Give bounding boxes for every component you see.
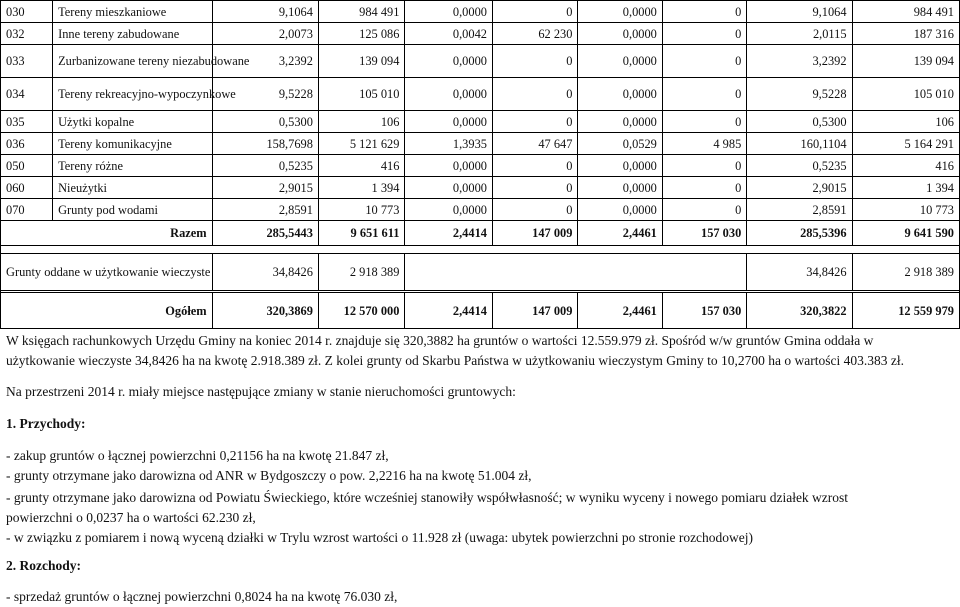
- table-row: [1, 78, 960, 111]
- value-cell: 2,8591: [747, 199, 852, 221]
- value-cell: 0,0000: [405, 78, 493, 111]
- value-cell: 1 394: [852, 177, 959, 199]
- value-cell: 106: [852, 111, 959, 133]
- name-cell: Grunty pod wodami: [53, 199, 212, 221]
- value-cell: 0: [492, 78, 577, 111]
- value-cell: 0: [662, 78, 746, 111]
- ogolem-cell: 157 030: [662, 293, 746, 329]
- razem-cell: 9 641 590: [852, 221, 959, 246]
- value-cell: 0: [492, 111, 577, 133]
- code-cell: 035: [1, 111, 53, 133]
- value-cell: 0: [662, 155, 746, 177]
- value-cell: 0: [492, 1, 577, 23]
- value-cell: 9,1064: [212, 1, 318, 23]
- value-cell: 0,0000: [578, 23, 662, 45]
- name-cell: Tereny rekreacyjno-wypoczynkowe: [53, 78, 212, 111]
- bullet-darowizna-anr: - grunty otrzymane jako darowizna od ANR w Bydgoszczy o pow. 2,2216 ha na kwotę 51.004 zł,: [6, 468, 532, 483]
- bullet-sprzedaz: - sprzedaż gruntów o łącznej powierzchni 0,8024 ha na kwotę 76.030 zł,: [6, 589, 398, 604]
- value-cell: 105 010: [852, 78, 959, 111]
- value-cell: 0: [492, 45, 577, 78]
- value-cell: 0: [662, 23, 746, 45]
- value-cell: 0: [662, 45, 746, 78]
- spacer-row: [1, 246, 960, 254]
- value-cell: 47 647: [492, 133, 577, 155]
- razem-cell: 285,5443: [212, 221, 318, 246]
- name-cell: Inne tereny zabudowane: [53, 23, 212, 45]
- code-cell: 034: [1, 78, 53, 111]
- value-cell: 5 121 629: [318, 133, 405, 155]
- value-cell: 0: [662, 1, 746, 23]
- value-cell: 0,0000: [578, 199, 662, 221]
- name-cell: Tereny komunikacyjne: [53, 133, 212, 155]
- code-cell: 036: [1, 133, 53, 155]
- wieczyste-row: [1, 254, 960, 291]
- ogolem-cell: 2,4461: [578, 293, 662, 329]
- value-cell: 10 773: [318, 199, 405, 221]
- code-cell: 070: [1, 199, 53, 221]
- table-row: [1, 199, 960, 221]
- value-cell: 984 491: [852, 1, 959, 23]
- value-cell: 0: [492, 155, 577, 177]
- ogolem-cell: 12 570 000: [318, 293, 405, 329]
- value-cell: 5 164 291: [852, 133, 959, 155]
- value-cell: 139 094: [852, 45, 959, 78]
- value-cell: 4 985: [662, 133, 746, 155]
- value-cell: 139 094: [318, 45, 405, 78]
- heading-rozchody: 2. Rozchody:: [6, 558, 81, 573]
- paragraph-zmiany: Na przestrzeni 2014 r. miały miejsce następujące zmiany w stanie nieruchomości gruntowych:: [6, 384, 516, 399]
- code-cell: 030: [1, 1, 53, 23]
- empty-cell: [405, 254, 747, 291]
- ogolem-row: [1, 293, 960, 329]
- code-cell: 033: [1, 45, 53, 78]
- value-cell: 2,9015: [747, 177, 852, 199]
- wieczyste-cell: 2 918 389: [318, 254, 405, 291]
- value-cell: 0: [662, 111, 746, 133]
- name-cell: Nieużytki: [53, 177, 212, 199]
- paragraph-ksiegi-line1: W księgach rachunkowych Urzędu Gminy na koniec 2014 r. znajduje się 320,3882 ha gruntów o wartości 12.559.979 zł. Spośród w/w gruntów Gmina oddała w: [6, 333, 874, 348]
- value-cell: 2,9015: [212, 177, 318, 199]
- value-cell: 0,0000: [578, 1, 662, 23]
- razem-cell: 285,5396: [747, 221, 852, 246]
- value-cell: 106: [318, 111, 405, 133]
- value-cell: 2,0073: [212, 23, 318, 45]
- value-cell: 0,0000: [578, 155, 662, 177]
- value-cell: 62 230: [492, 23, 577, 45]
- bullet-darowizna-powiat-line2: powierzchni o 0,0237 ha o wartości 62.230 zł,: [6, 510, 256, 525]
- value-cell: 3,2392: [747, 45, 852, 78]
- value-cell: 0,0000: [405, 45, 493, 78]
- value-cell: 2,8591: [212, 199, 318, 221]
- wieczyste-label: Grunty oddane w użytkowanie wieczyste: [1, 254, 213, 291]
- code-cell: 060: [1, 177, 53, 199]
- wieczyste-cell: 34,8426: [212, 254, 318, 291]
- value-cell: 416: [852, 155, 959, 177]
- heading-przychody: 1. Przychody:: [6, 416, 86, 431]
- ogolem-label: Ogółem: [1, 293, 213, 329]
- value-cell: 1 394: [318, 177, 405, 199]
- value-cell: 0: [492, 177, 577, 199]
- value-cell: 0: [662, 177, 746, 199]
- ogolem-cell: 2,4414: [405, 293, 493, 329]
- ogolem-cell: 320,3869: [212, 293, 318, 329]
- value-cell: 0,0000: [405, 111, 493, 133]
- value-cell: 125 086: [318, 23, 405, 45]
- bullet-zakup: - zakup gruntów o łącznej powierzchni 0,21156 ha na kwotę 21.847 zł,: [6, 448, 389, 463]
- value-cell: 0,5235: [212, 155, 318, 177]
- razem-label: Razem: [1, 221, 213, 246]
- bullet-tryl: - w związku z pomiarem i nową wyceną działki w Trylu wzrost wartości o 11.928 zł (uwaga: ubytek powierzchni po stronie rozchodowej): [6, 530, 754, 545]
- ogolem-cell: 12 559 979: [852, 293, 959, 329]
- table-row: [1, 45, 960, 78]
- value-cell: 0,0000: [405, 177, 493, 199]
- value-cell: 0,0000: [405, 199, 493, 221]
- value-cell: 0,0000: [578, 177, 662, 199]
- razem-cell: 147 009: [492, 221, 577, 246]
- value-cell: 10 773: [852, 199, 959, 221]
- value-cell: 3,2392: [212, 45, 318, 78]
- table-row: [1, 177, 960, 199]
- value-cell: 9,1064: [747, 1, 852, 23]
- table-row: [1, 111, 960, 133]
- value-cell: 1,3935: [405, 133, 493, 155]
- value-cell: 0,0000: [405, 1, 493, 23]
- ogolem-cell: 147 009: [492, 293, 577, 329]
- value-cell: 0,0000: [405, 155, 493, 177]
- razem-cell: 9 651 611: [318, 221, 405, 246]
- value-cell: 9,5228: [747, 78, 852, 111]
- value-cell: 160,1104: [747, 133, 852, 155]
- razem-row: [1, 221, 960, 246]
- razem-cell: 2,4414: [405, 221, 493, 246]
- table-row: [1, 155, 960, 177]
- value-cell: 0,5235: [747, 155, 852, 177]
- ogolem-cell: 320,3822: [747, 293, 852, 329]
- value-cell: 0,5300: [747, 111, 852, 133]
- value-cell: 0: [492, 199, 577, 221]
- name-cell: Użytki kopalne: [53, 111, 212, 133]
- table-body: [1, 1, 960, 221]
- name-cell: Tereny różne: [53, 155, 212, 177]
- paragraph-ksiegi-line2: użytkowanie wieczyste 34,8426 ha na kwotę 2.918.389 zł. Z kolei grunty od Skarbu Państwa w użytkowaniu wieczystym Gminy to 10,2700 ha o wartości 403.383 zł.: [6, 353, 904, 368]
- value-cell: 158,7698: [212, 133, 318, 155]
- wieczyste-cell: 34,8426: [747, 254, 852, 291]
- value-cell: 0,0000: [578, 111, 662, 133]
- value-cell: 0,0000: [578, 78, 662, 111]
- table-row: [1, 133, 960, 155]
- wieczyste-cell: 2 918 389: [852, 254, 959, 291]
- razem-cell: 157 030: [662, 221, 746, 246]
- value-cell: 105 010: [318, 78, 405, 111]
- value-cell: 0,0042: [405, 23, 493, 45]
- value-cell: 187 316: [852, 23, 959, 45]
- value-cell: 984 491: [318, 1, 405, 23]
- value-cell: 9,5228: [212, 78, 318, 111]
- table-row: [1, 23, 960, 45]
- code-cell: 032: [1, 23, 53, 45]
- value-cell: 2,0115: [747, 23, 852, 45]
- value-cell: 0,5300: [212, 111, 318, 133]
- value-cell: 0,0000: [578, 45, 662, 78]
- bullet-darowizna-powiat-line1: - grunty otrzymane jako darowizna od Powiatu Świeckiego, które wcześniej stanowiły współwłasność; w wyniku wyceny i nowego pomiaru działek wzrost: [6, 490, 849, 505]
- name-cell: Zurbanizowane tereny niezabudowane: [53, 45, 212, 78]
- value-cell: 416: [318, 155, 405, 177]
- code-cell: 050: [1, 155, 53, 177]
- value-cell: 0: [662, 199, 746, 221]
- spacer-cell: [1, 246, 960, 254]
- razem-cell: 2,4461: [578, 221, 662, 246]
- table-row: [1, 1, 960, 23]
- value-cell: 0,0529: [578, 133, 662, 155]
- name-cell: Tereny mieszkaniowe: [53, 1, 212, 23]
